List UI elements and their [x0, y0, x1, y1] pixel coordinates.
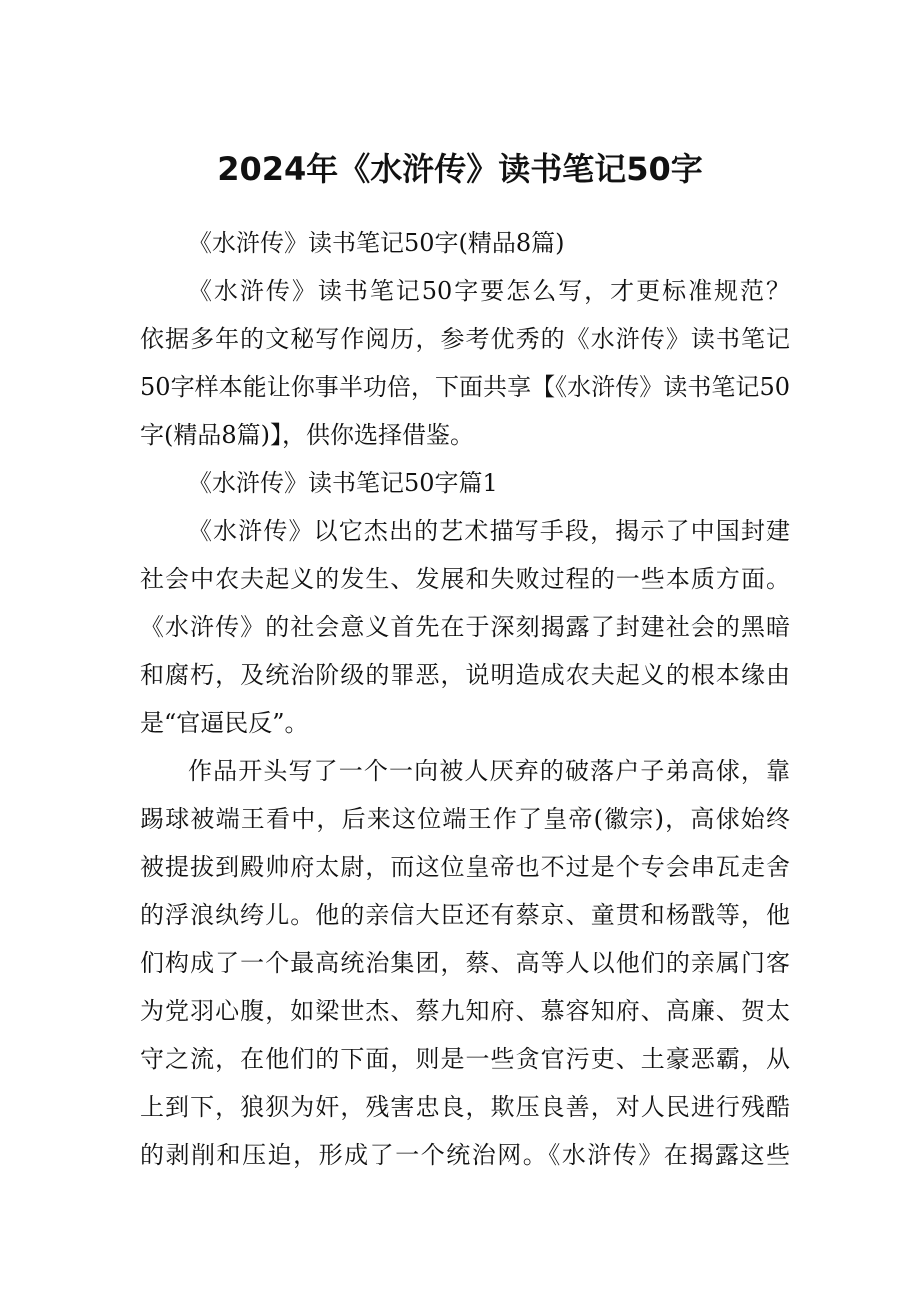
paragraph-line: 《水浒传》以它杰出的艺术描写手段，揭示了中国封建	[188, 517, 790, 545]
paragraph-line: 的浮浪纨绔儿。他的亲信大臣还有蔡京、童贯和杨戬等，他	[140, 901, 790, 929]
paragraph-line: 和腐朽，及统治阶级的罪恶，说明造成农夫起义的根本缘由	[140, 661, 790, 689]
paragraph-line: 《水浒传》读书笔记50字要怎么写，才更标准规范？	[188, 277, 790, 305]
paragraph-line: 依据多年的文秘写作阅历，参考优秀的《水浒传》读书笔记	[140, 325, 790, 353]
section-heading: 《水浒传》读书笔记50字篇1	[188, 469, 498, 497]
paragraph-line: 的剥削和压迫，形成了一个统治网。《水浒传》在揭露这些	[140, 1141, 790, 1169]
paragraph-line: 作品开头写了一个一向被人厌弃的破落户子弟高俅，靠	[188, 757, 790, 785]
paragraph-line: 50字样本能让你事半功倍，下面共享【《水浒传》读书笔记50	[140, 373, 790, 401]
paragraph-line: 被提拔到殿帅府太尉，而这位皇帝也不过是个专会串瓦走舍	[140, 853, 790, 881]
paragraph-line: 《水浒传》的社会意义首先在于深刻揭露了封建社会的黑暗	[140, 613, 790, 641]
paragraph-line: 踢球被端王看中，后来这位端王作了皇帝(徽宗)，高俅始终	[140, 805, 790, 833]
paragraph-line: 守之流，在他们的下面，则是一些贪官污吏、土豪恶霸，从	[140, 1045, 790, 1073]
paragraph-line: 为党羽心腹，如梁世杰、蔡九知府、慕容知府、高廉、贺太	[140, 997, 790, 1025]
document-title: 2024年《水浒传》读书笔记50字	[217, 150, 703, 188]
paragraph-line: 上到下，狼狈为奸，残害忠良，欺压良善，对人民进行残酷	[140, 1093, 790, 1121]
paragraph-line: 《水浒传》读书笔记50字(精品8篇)	[188, 229, 565, 257]
paragraph-line: 社会中农夫起义的发生、发展和失败过程的一些本质方面。	[140, 565, 790, 593]
paragraph-line: 字(精品8篇)】，供你选择借鉴。	[140, 421, 474, 449]
paragraph-line: 是“官逼民反”。	[140, 709, 309, 737]
paragraph-line: 们构成了一个最高统治集团，蔡、高等人以他们的亲属门客	[140, 949, 790, 977]
